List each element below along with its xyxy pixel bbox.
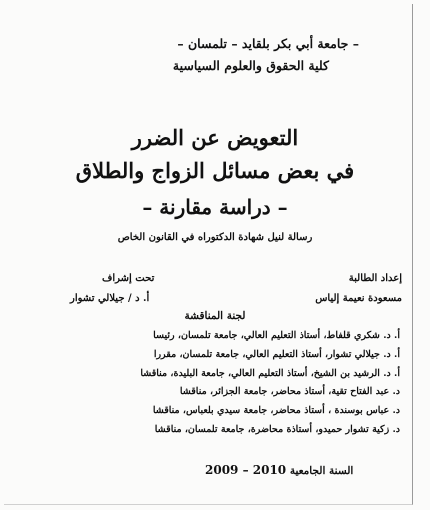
faculty-name: كلية الحقوق والعلوم السياسية bbox=[172, 58, 329, 73]
thesis-title-line1: التعويض عن الضرر bbox=[131, 125, 299, 150]
committee-member: أ. د. الرشيد بن الشيخ، أستاذ التعليم العالي، جامعة البليدة، مناقشا bbox=[140, 368, 400, 379]
committee-member: د. عبد الفتاح تقية، أستاذ محاضر، جامعة الجزائر، مناقشا bbox=[179, 386, 400, 397]
academic-year-value: 2009 – 2010 bbox=[205, 463, 287, 477]
prepared-by-label: إعداد الطالبة bbox=[348, 273, 402, 284]
thesis-degree-note: رسالة لنيل شهادة الدكتوراه في القانون الخاص bbox=[117, 232, 313, 243]
committee-member: د. زكية تشوار حميدو، أستاذة محاضرة، جامعة تلمسان، مناقشا bbox=[154, 424, 400, 435]
thesis-title-line2: في بعض مسائل الزواج والطلاق bbox=[75, 158, 355, 183]
academic-year-label: السنة الجامعية bbox=[289, 465, 354, 477]
supervisor-name: أ. د / جيلالي تشوار bbox=[70, 293, 150, 304]
thesis-subtitle: – دراسة مقارنة – bbox=[142, 195, 288, 219]
university-name: – جامعة أبي بكر بلقايد – تلمسان – bbox=[177, 36, 359, 51]
supervision-label: تحت إشراف bbox=[102, 273, 155, 284]
academic-year bbox=[205, 463, 353, 477]
student-name: مسعودة نعيمة إلياس bbox=[315, 293, 402, 304]
committee-heading: لجنة المناقشة bbox=[184, 310, 246, 322]
committee-member: أ. د. جيلالي تشوار، أستاذ التعليم العالي، جامعة تلمسان، مقررا bbox=[153, 349, 400, 360]
committee-member: أ. د. شكري قلفاط، أستاذ التعليم العالي، جامعة تلمسان، رئيسا bbox=[153, 330, 400, 341]
committee-member: د. عباس بوسندة ، أستاذ محاضر، جامعة سيدي بلعباس، مناقشا bbox=[152, 405, 400, 416]
